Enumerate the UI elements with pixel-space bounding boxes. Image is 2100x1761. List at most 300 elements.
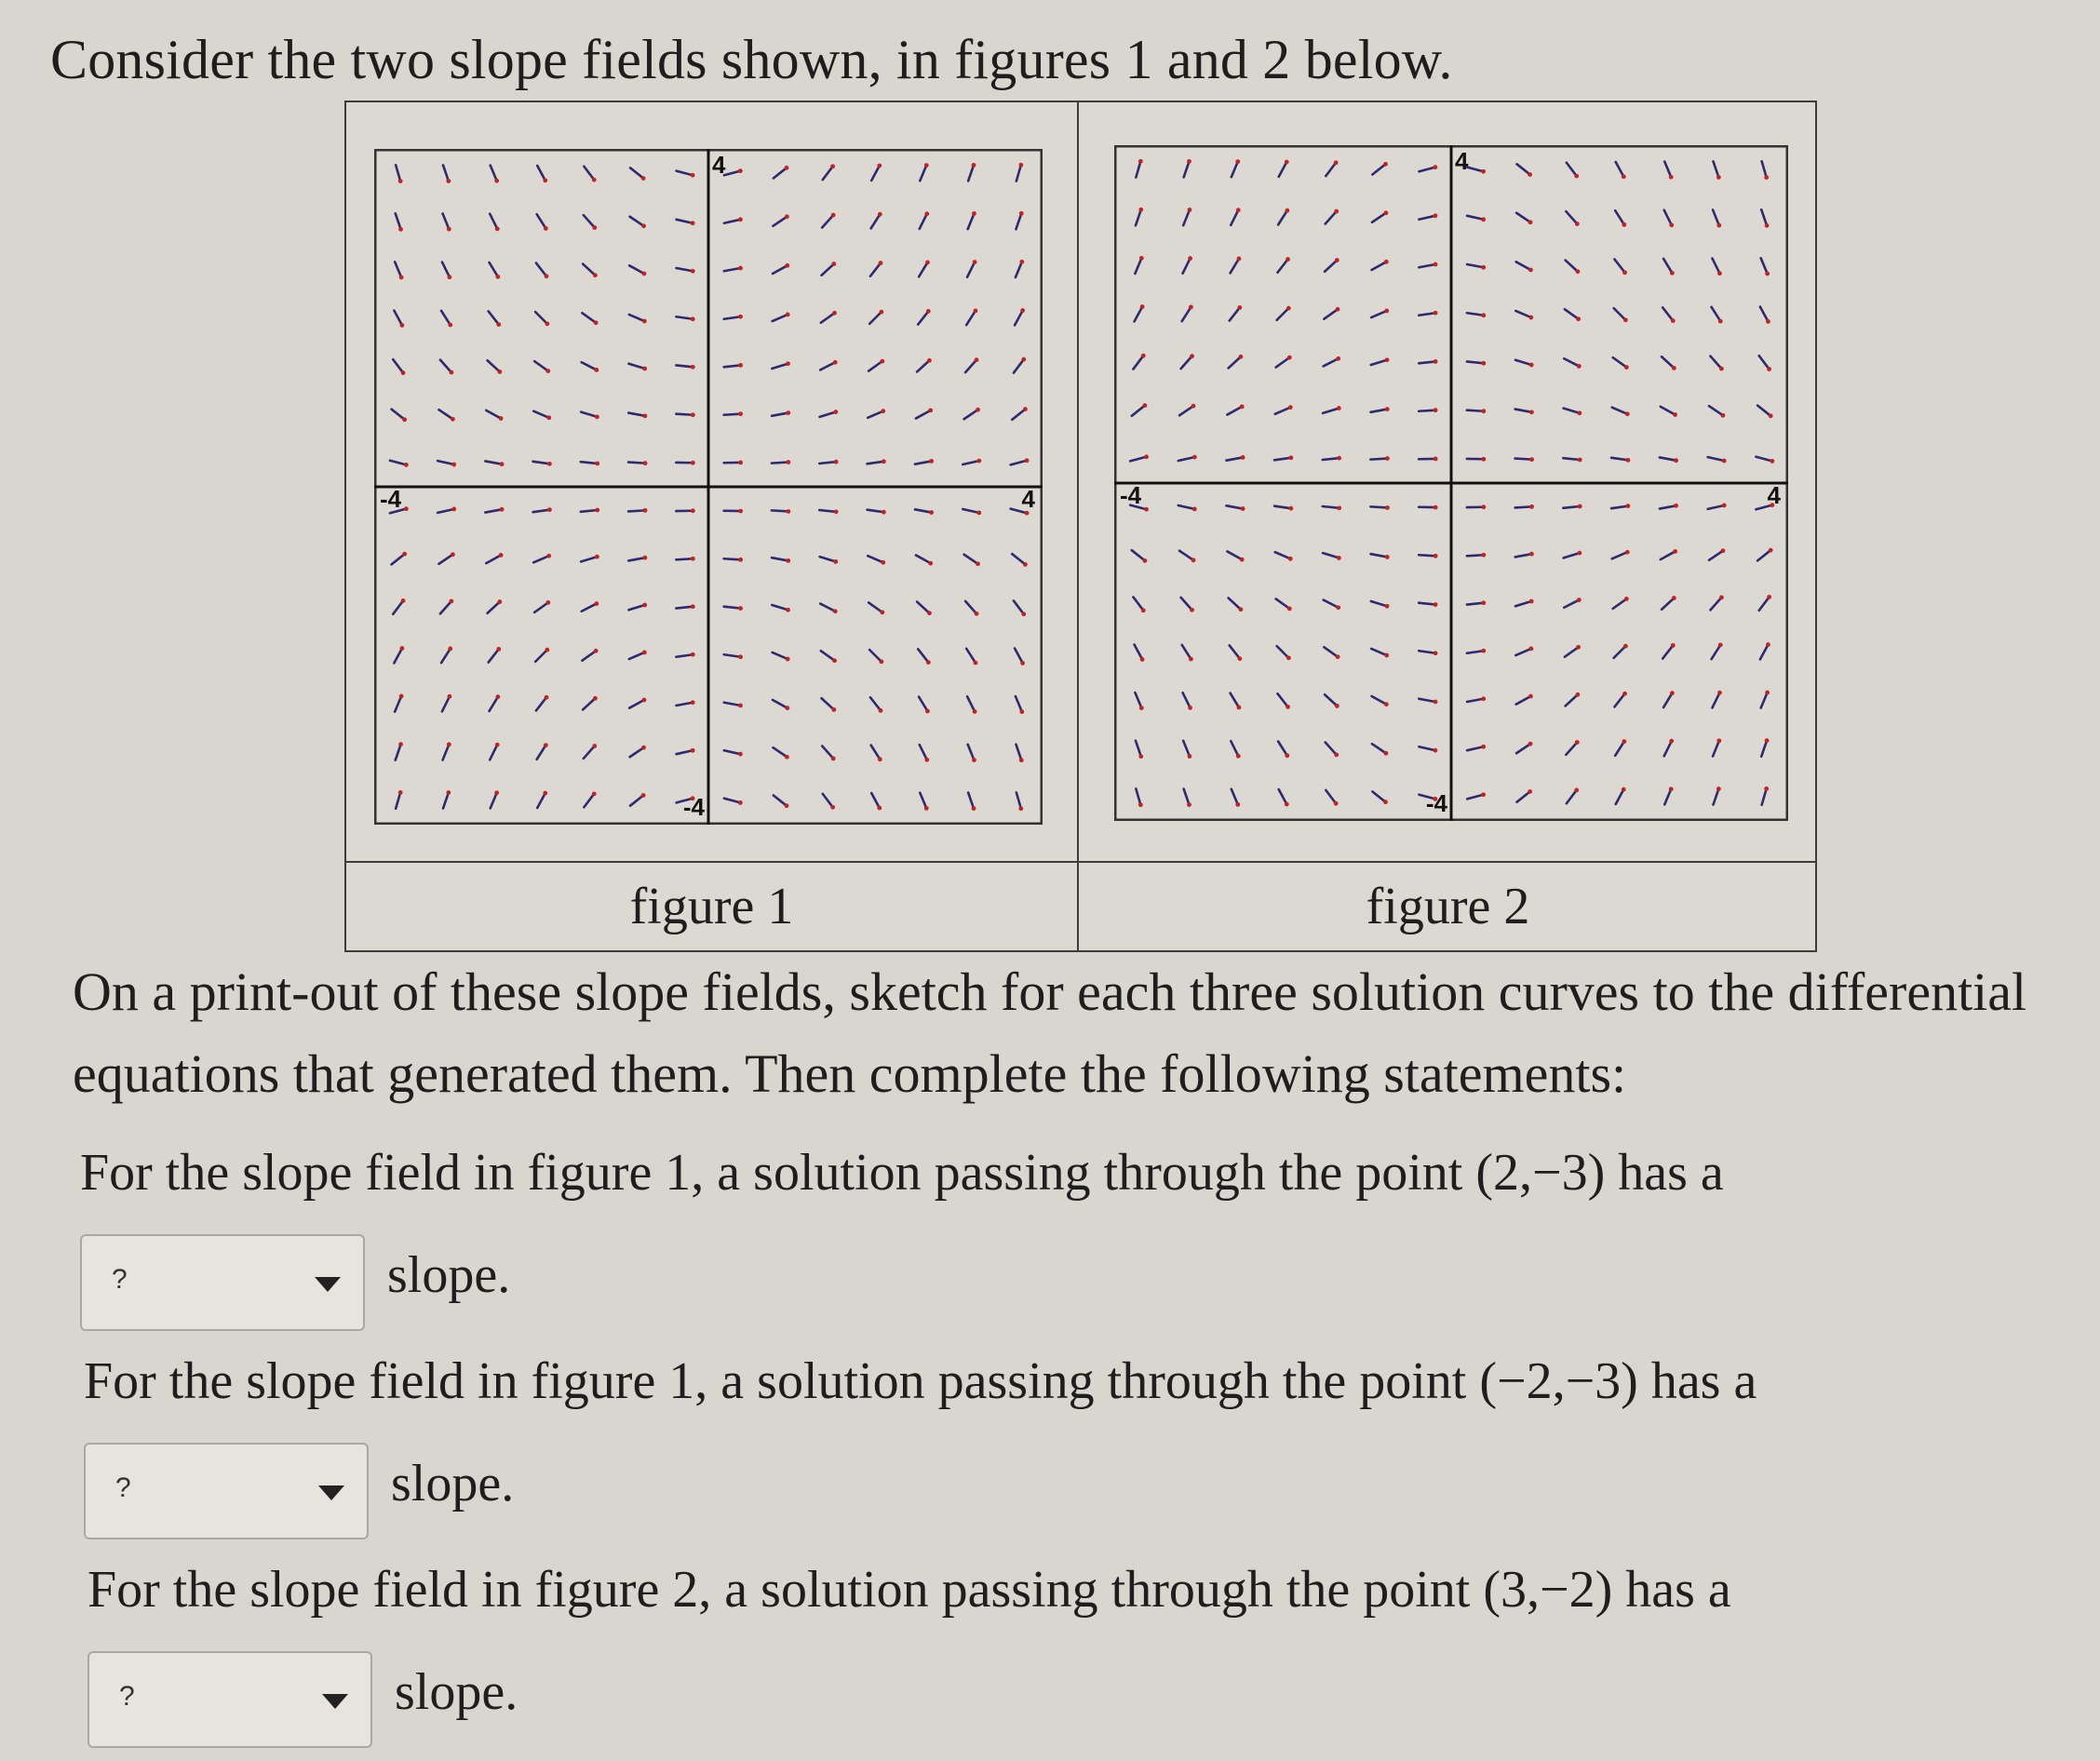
- slope-segment: [868, 602, 884, 614]
- slope-segment: [822, 698, 837, 712]
- slope-segment: [1326, 160, 1338, 176]
- slope-segment: [915, 459, 934, 464]
- slope-segment: [630, 746, 646, 757]
- slope-segment: [1132, 550, 1147, 563]
- slope-segment: [1015, 308, 1025, 325]
- slope-segment: [1370, 456, 1389, 461]
- slope-segment: [628, 364, 647, 371]
- slope-segment: [1324, 356, 1340, 367]
- slope-segment: [962, 509, 981, 515]
- slope-segment: [773, 652, 790, 661]
- slope-segment: [823, 164, 835, 180]
- slope-segment: [1760, 642, 1770, 659]
- slope-segment: [584, 744, 597, 759]
- slope-segment: [962, 459, 981, 464]
- slope-segment: [1419, 699, 1437, 705]
- slope-segment: [1467, 745, 1486, 750]
- slope-segment: [965, 601, 978, 616]
- slope-segment: [485, 507, 504, 513]
- slope-segment: [916, 408, 933, 418]
- slope-segment: [965, 357, 978, 372]
- slope-segment: [773, 263, 789, 274]
- slope-segment: [773, 214, 788, 225]
- slope-segment: [584, 167, 596, 182]
- slope-segment: [1467, 361, 1486, 366]
- slope-segment: [1564, 409, 1582, 416]
- slope-field-1-svg: [374, 149, 1043, 825]
- slope-segment: [534, 361, 550, 373]
- slope-segment: [1664, 162, 1673, 180]
- slope-segment: [1616, 162, 1626, 179]
- slope-segment: [920, 745, 929, 762]
- slope-segment: [1182, 305, 1193, 322]
- slope-segment: [772, 509, 790, 514]
- slope-segment: [1712, 643, 1723, 660]
- figure-2-cell: [1079, 102, 1817, 861]
- slope-segment: [966, 309, 977, 326]
- slope-segment: [1372, 162, 1387, 175]
- slope-segment: [1515, 360, 1534, 368]
- slope-segment: [1761, 258, 1770, 276]
- x-tick-label-right: 4: [1021, 485, 1035, 513]
- slope-segment: [772, 558, 790, 563]
- slope-segment: [920, 793, 928, 811]
- slope-segment: [438, 410, 454, 421]
- slope-segment: [1614, 308, 1628, 322]
- slope-segment: [724, 654, 743, 659]
- question-3-suffix: slope.: [395, 1663, 518, 1721]
- slope-segment: [724, 363, 743, 368]
- slope-segment: [1660, 457, 1678, 463]
- slope-segment: [1566, 740, 1579, 755]
- slope-segment: [1325, 694, 1339, 708]
- slope-segment: [919, 697, 930, 714]
- slope-segment: [1712, 307, 1723, 324]
- x-tick-label-left: -4: [1120, 481, 1142, 509]
- slope-segment: [1662, 643, 1675, 659]
- slope-segment: [1014, 600, 1026, 616]
- slope-segment: [964, 408, 980, 419]
- slope-segment: [443, 742, 451, 760]
- slope-segment: [628, 556, 647, 561]
- slope-segment: [486, 553, 503, 563]
- slope-segment: [395, 694, 403, 712]
- slope-segment: [774, 795, 788, 808]
- slope-segment: [1756, 457, 1774, 464]
- slope-segment: [822, 746, 835, 760]
- slope-segment: [820, 360, 837, 370]
- slope-segment: [441, 311, 452, 328]
- slope-segment: [1614, 260, 1626, 276]
- slope-segment: [537, 214, 548, 231]
- slope-segment: [1664, 786, 1673, 804]
- slope-segment: [629, 698, 646, 708]
- slope-segment: [871, 793, 882, 810]
- slope-segment: [443, 165, 451, 182]
- slope-segment: [630, 793, 645, 806]
- slope-segment: [1516, 213, 1532, 224]
- slope-segment: [443, 790, 451, 808]
- slope-segment: [1323, 553, 1341, 560]
- slope-segment: [1133, 597, 1145, 612]
- figure-2-caption: figure 2: [1366, 878, 1530, 935]
- slope-segment: [1467, 553, 1486, 558]
- slope-segment: [1612, 550, 1630, 558]
- slope-segment: [1132, 403, 1147, 416]
- slope-segment: [772, 605, 790, 612]
- slope-segment: [1370, 505, 1389, 510]
- slope-segment: [677, 220, 695, 225]
- question-2-text: For the slope field in figure 1, a solution passing through the point (−2,−3) has a: [84, 1352, 1757, 1410]
- slope-segment: [724, 509, 743, 514]
- slope-segment: [393, 598, 405, 614]
- slope-segment: [628, 461, 647, 465]
- slope-segment: [535, 648, 549, 662]
- question-3-dropdown[interactable]: [88, 1651, 372, 1748]
- y-tick-label-bottom: -4: [682, 793, 705, 821]
- slope-segment: [1419, 651, 1437, 655]
- slope-segment: [724, 217, 743, 222]
- slope-segment: [1016, 211, 1023, 229]
- slope-segment: [490, 214, 499, 232]
- slope-segment: [1419, 456, 1437, 461]
- slope-segment: [533, 507, 552, 512]
- slope-segment: [1661, 549, 1677, 559]
- slope-segment: [677, 748, 695, 754]
- slope-segment: [1182, 645, 1193, 662]
- slope-segment: [1515, 504, 1534, 509]
- slope-segment: [581, 462, 599, 466]
- slope-segment: [1762, 161, 1769, 180]
- slope-segment: [1713, 209, 1721, 227]
- slope-segment: [1757, 548, 1772, 561]
- slope-segment: [1231, 741, 1240, 759]
- slope-segment: [724, 703, 743, 708]
- slope-segment: [1227, 404, 1244, 414]
- slope-segment: [968, 793, 976, 811]
- slope-segment: [1708, 457, 1727, 463]
- slope-segment: [1565, 309, 1581, 321]
- slope-segment: [1276, 598, 1292, 611]
- slope-segment: [1226, 505, 1245, 511]
- slope-segment: [628, 508, 647, 513]
- caption-row: [346, 861, 1815, 950]
- slope-segment: [1277, 257, 1289, 273]
- slope-segment: [772, 460, 790, 464]
- slope-segment: [533, 462, 552, 466]
- slope-segment: [773, 700, 789, 710]
- figure-table: [344, 101, 1817, 952]
- slope-segment: [1277, 646, 1291, 660]
- slope-segment: [676, 508, 694, 513]
- slope-segment: [1183, 692, 1192, 710]
- slope-segment: [1515, 410, 1534, 415]
- slope-segment: [871, 164, 882, 181]
- slope-segment: [1710, 596, 1723, 611]
- slope-segment: [1467, 264, 1486, 270]
- slope-segment: [1614, 692, 1626, 707]
- slope-segment: [773, 747, 788, 759]
- question-2-dropdown[interactable]: [84, 1443, 369, 1539]
- slope-segment: [1016, 792, 1023, 811]
- slope-segment: [1714, 161, 1721, 179]
- slope-segment: [1515, 457, 1534, 462]
- slope-segment: [441, 647, 452, 664]
- slope-segment: [1467, 216, 1486, 222]
- slope-segment: [490, 262, 501, 279]
- slope-segment: [440, 360, 453, 375]
- slope-segment: [1759, 595, 1771, 611]
- question-1-dropdown[interactable]: [80, 1234, 365, 1331]
- slope-segment: [1324, 307, 1339, 319]
- slope-segment: [919, 261, 930, 277]
- slope-segment: [1662, 356, 1676, 370]
- slope-segment: [1229, 355, 1244, 369]
- slope-segment: [1135, 256, 1143, 274]
- slope-segment: [1664, 739, 1674, 757]
- slope-segment: [724, 411, 743, 416]
- slope-segment: [1178, 455, 1197, 461]
- slope-segment: [724, 315, 743, 319]
- slope-segment: [677, 268, 695, 274]
- slope-segment: [1712, 259, 1721, 276]
- slope-segment: [819, 509, 838, 514]
- slope-segment: [1515, 647, 1533, 655]
- slope-segment: [920, 211, 929, 229]
- slope-field-2-svg: [1114, 145, 1788, 821]
- slope-segment: [1184, 159, 1191, 177]
- slope-segment: [1133, 354, 1145, 370]
- slope-field-figure-1: [374, 149, 1043, 825]
- slope-segment: [1179, 404, 1195, 415]
- figure-1-caption: figure 1: [346, 863, 1079, 950]
- slope-segment: [1372, 210, 1388, 222]
- slope-segment: [1419, 746, 1437, 752]
- slope-segment: [1660, 504, 1678, 509]
- slope-segment: [1372, 260, 1389, 270]
- slope-segment: [630, 168, 645, 181]
- slope-segment: [628, 603, 647, 611]
- slope-segment: [581, 412, 599, 420]
- slope-segment: [1136, 208, 1143, 225]
- slope-segment: [1231, 693, 1242, 710]
- slope-segment: [1135, 304, 1145, 321]
- slope-segment: [1011, 458, 1030, 464]
- slope-segment: [1326, 209, 1339, 224]
- slope-segment: [630, 217, 646, 228]
- slope-segment: [485, 461, 504, 466]
- slope-segment: [1419, 602, 1437, 607]
- slope-segment: [1016, 163, 1023, 181]
- slope-segment: [1419, 311, 1437, 316]
- slope-segment: [1467, 649, 1486, 653]
- slope-segment: [396, 742, 403, 760]
- slope-segment: [1226, 455, 1245, 461]
- slope-segment: [915, 509, 934, 515]
- slope-segment: [1516, 262, 1533, 272]
- slope-segment: [1232, 789, 1240, 807]
- slope-segment: [390, 461, 409, 467]
- slope-segment: [1371, 357, 1390, 365]
- slope-segment: [1372, 744, 1388, 755]
- slope-segment: [1279, 160, 1289, 177]
- slope-segment: [920, 163, 928, 181]
- slope-segment: [966, 649, 977, 665]
- slope-segment: [537, 791, 547, 808]
- question-3-text: For the slope field in figure 2, a solution passing through the point (3,−2) has a: [88, 1561, 1731, 1619]
- slope-segment: [1467, 504, 1486, 509]
- slope-segment: [1419, 359, 1437, 364]
- slope-segment: [1323, 456, 1341, 461]
- slope-field-figure-2: [1114, 145, 1788, 821]
- slope-segment: [491, 166, 499, 183]
- slope-segment: [396, 165, 402, 183]
- slope-segment: [868, 409, 885, 417]
- slope-segment: [1709, 406, 1725, 417]
- slope-segment: [724, 606, 743, 611]
- slope-segment: [581, 508, 599, 513]
- slope-segment: [396, 213, 403, 231]
- slope-segment: [394, 646, 404, 663]
- slope-segment: [629, 315, 647, 323]
- slope-segment: [869, 310, 883, 324]
- instructions-text: On a print-out of these slope fields, sketch for each three solution curves to the differential equations that generated them. Then complete the following statements:: [73, 961, 2027, 1104]
- caret-down-icon: [318, 1485, 344, 1500]
- slope-segment: [820, 604, 837, 614]
- slope-segment: [1014, 357, 1026, 373]
- slope-segment: [490, 743, 499, 760]
- slope-segment: [533, 411, 551, 420]
- slope-segment: [724, 168, 743, 175]
- slope-segment: [773, 313, 790, 321]
- slope-segment: [1230, 645, 1242, 661]
- slope-segment: [968, 745, 976, 762]
- slope-segment: [1136, 788, 1142, 807]
- slope-segment: [724, 558, 743, 562]
- slope-segment: [822, 262, 837, 276]
- slope-segment: [868, 510, 886, 515]
- caret-down-icon: [322, 1694, 348, 1709]
- slope-segment: [1467, 696, 1486, 702]
- slope-segment: [1136, 159, 1142, 178]
- slope-segment: [1662, 596, 1676, 610]
- slope-segment: [1323, 505, 1341, 510]
- slope-segment: [1371, 309, 1389, 317]
- slope-segment: [1015, 649, 1025, 665]
- slope-segment: [1467, 409, 1486, 413]
- slope-segment: [964, 555, 980, 566]
- slope-segment: [438, 461, 456, 466]
- slope-segment: [1710, 356, 1723, 371]
- slope-segment: [916, 555, 933, 565]
- slope-segment: [1515, 599, 1534, 607]
- slope-segment: [1467, 168, 1486, 174]
- slope-segment: [1231, 208, 1240, 225]
- slope-segment: [1566, 692, 1581, 706]
- problem-intro: Consider the two slope fields shown, in figures 1 and 2 below.: [50, 29, 1453, 90]
- slope-segment: [968, 163, 976, 181]
- slope-segment: [1516, 742, 1532, 753]
- slope-segment: [1372, 696, 1389, 706]
- slope-segment: [489, 311, 501, 327]
- slope-segment: [1012, 407, 1027, 420]
- slope-segment: [1612, 408, 1630, 416]
- slope-segment: [1227, 551, 1244, 561]
- slope-segment: [1419, 262, 1437, 268]
- slope-segment: [1760, 307, 1770, 324]
- slope-segment: [584, 215, 597, 230]
- slope-segment: [677, 171, 695, 178]
- slope-segment: [724, 460, 743, 464]
- slope-segment: [582, 649, 598, 661]
- slope-segment: [582, 601, 599, 612]
- slope-segment: [1183, 741, 1191, 759]
- slope-segment: [438, 507, 456, 513]
- slope-segment: [1713, 738, 1721, 756]
- slope-segment: [918, 309, 930, 325]
- slope-segment: [582, 362, 599, 372]
- slope-segment: [395, 262, 403, 279]
- slope-segment: [537, 743, 548, 760]
- slope-segment: [1371, 649, 1389, 657]
- slope-segment: [392, 552, 407, 565]
- slope-segment: [871, 212, 882, 229]
- slope-segment: [676, 316, 694, 321]
- slope-segment: [535, 312, 549, 326]
- slope-segment: [676, 461, 694, 465]
- y-tick-label-top: 4: [712, 151, 726, 179]
- slope-segment: [1372, 791, 1387, 804]
- slope-segment: [534, 600, 550, 612]
- slope-segment: [629, 651, 647, 659]
- slope-segment: [1762, 786, 1769, 805]
- slope-segment: [1567, 787, 1579, 803]
- slope-segment: [1714, 786, 1721, 804]
- slope-segment: [1184, 789, 1191, 807]
- slope-segment: [1563, 458, 1582, 463]
- slope-segment: [1708, 504, 1727, 509]
- slope-segment: [774, 166, 788, 179]
- slope-segment: [442, 694, 451, 712]
- slope-segment: [1016, 696, 1024, 714]
- slope-segment: [1181, 598, 1194, 612]
- slope-segment: [820, 410, 839, 417]
- slope-segment: [724, 266, 743, 272]
- slope-segment: [1467, 792, 1486, 799]
- slope-segment: [1566, 211, 1579, 226]
- slope-segment: [1419, 554, 1437, 558]
- slope-segment: [536, 695, 548, 711]
- slope-segment: [1012, 554, 1027, 567]
- slope-segment: [820, 557, 839, 564]
- slope-segment: [1419, 165, 1437, 171]
- slope-segment: [1231, 257, 1242, 274]
- slope-segment: [822, 213, 835, 228]
- slope-segment: [1371, 601, 1390, 609]
- slope-segment: [1566, 261, 1581, 275]
- slope-segment: [1278, 742, 1289, 759]
- slope-segment: [1136, 741, 1143, 759]
- slope-segment: [1016, 260, 1024, 277]
- slope-segment: [1371, 407, 1390, 412]
- slope-segment: [1663, 259, 1675, 276]
- slope-segment: [440, 599, 453, 614]
- slope-segment: [1183, 208, 1191, 225]
- slope-segment: [1712, 691, 1721, 708]
- slope-segment: [1325, 258, 1339, 272]
- slope-segment: [676, 652, 694, 657]
- slope-segment: [1761, 738, 1769, 756]
